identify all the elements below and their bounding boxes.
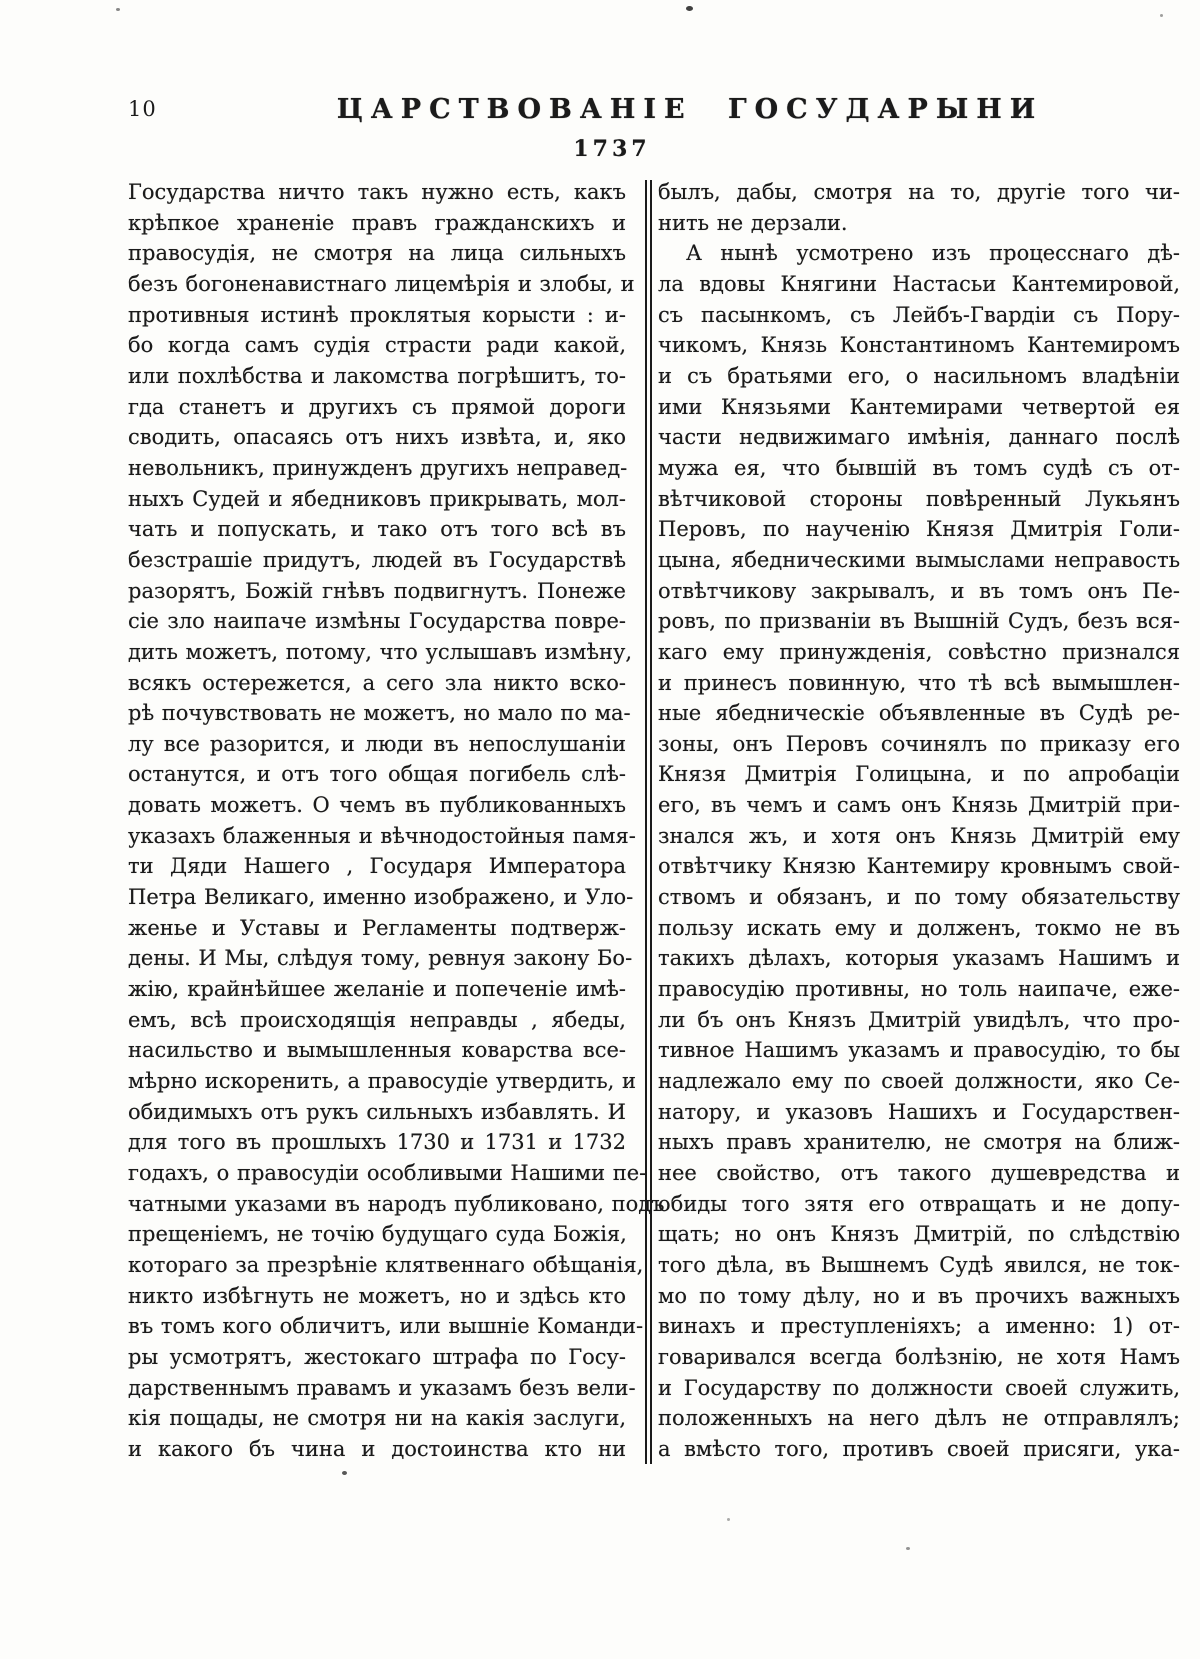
text-line: насильство и вымышленныя коварства все- xyxy=(128,1038,626,1063)
ink-speck xyxy=(116,8,120,11)
page-number: 10 xyxy=(128,97,157,121)
text-line: нить не дерзали. xyxy=(658,210,848,235)
text-line: Петра Великаго, именно изображено, и Уло- xyxy=(128,885,634,910)
text-line: безстрашіе придутъ, людей въ Государствѣ xyxy=(128,547,626,572)
text-line: противныя истинѣ проклятыя корысти : и- xyxy=(128,302,626,327)
ink-speck xyxy=(906,1547,910,1550)
text-line: цына, ябедническими вымыслами неправость xyxy=(658,547,1180,572)
text-line: каго ему принужденія, совѣстно признался xyxy=(658,639,1180,664)
text-line: чать и попускать, и тако отъ того всѣ въ xyxy=(128,517,626,542)
text-line: отвѣтчикову закрывалъ, и въ томъ онъ Пе- xyxy=(658,578,1180,603)
text-line: ныхъ Судей и ябедниковъ прикрывать, мол- xyxy=(128,486,626,511)
text-line: обидимыхъ отъ рукъ сильныхъ избавлять. И xyxy=(128,1099,626,1124)
text-line: а вмѣсто того, противъ своей присяги, ука- xyxy=(658,1436,1180,1461)
text-line: такихъ дѣлахъ, которыя указамъ Нашимъ и xyxy=(658,946,1180,971)
text-line: или похлѣбства и лакомства погрѣшитъ, то- xyxy=(128,363,626,388)
text-line: нее свойство, отъ такого душевредства и xyxy=(658,1161,1180,1185)
ink-speck xyxy=(727,1518,730,1521)
text-line: части недвижимаго имѣнія, даннаго послѣ xyxy=(658,425,1180,450)
text-line: дить можетъ, потому, что услышавъ измѣну, xyxy=(128,639,633,664)
text-line: его, въ чемъ и самъ онъ Князь Дмитрій при- xyxy=(658,793,1180,818)
text-line: ровъ, по призваніи въ Вышній Судъ, безъ вся- xyxy=(658,609,1180,634)
text-line: ла вдовы Княгини Настасьи Кантемировой, xyxy=(658,271,1180,296)
text-line: останутся, и отъ того общая погибель слѣ- xyxy=(128,762,626,787)
column-divider-double-rule xyxy=(645,180,652,1464)
text-line: натору, и указовъ Нашихъ и Государствен- xyxy=(658,1099,1180,1124)
text-line: лу все разорится, и люди въ непослушаніи xyxy=(128,731,626,756)
text-line: въ томъ кого обличитъ, или вышніе Команди- xyxy=(128,1314,644,1339)
text-line: годахъ, о правосудіи особливыми Нашими пе- xyxy=(128,1161,647,1185)
text-line: знался жъ, и хотя онъ Князь Дмитрій ему xyxy=(658,823,1180,848)
text-line: кія пощады, не смотря ни на какія заслуги, xyxy=(128,1406,626,1431)
text-line: прещеніемъ, не точію будущаго суда Божія, xyxy=(128,1222,627,1247)
text-line: гда станетъ и другихъ съ прямой дороги xyxy=(128,394,626,419)
running-header-title: ЦАРСТВОВАНІЕ ГОСУДАРЫНИ xyxy=(336,94,1044,125)
text-line: щать; но онъ Князъ Дмитрій, по слѣдствію xyxy=(658,1222,1180,1247)
text-line: ти Дяди Нашего , Государя Императора xyxy=(128,854,626,879)
text-line: А нынѣ усмотрено изъ процесснаго дѣ- xyxy=(686,241,1180,266)
text-line: и какого бъ чина и достоинства кто ни xyxy=(128,1436,626,1461)
text-line: того дѣла, въ Вышнемъ Судѣ явился, не ток- xyxy=(658,1252,1180,1277)
text-line: зоны, онъ Перовъ сочинялъ по приказу его xyxy=(658,731,1180,756)
text-line: ныхъ правъ хранителю, не смотря на ближ- xyxy=(658,1130,1180,1155)
ink-speck xyxy=(1160,14,1163,17)
text-line: отвѣтчику Князю Кантемиру кровнымъ свой- xyxy=(658,854,1180,879)
text-line: безъ богоненавистнаго лицемѣрія и злобы, и xyxy=(128,271,635,296)
text-line: невольникъ, принужденъ другихъ неправед- xyxy=(128,455,628,480)
text-line: разорятъ, Божій гнѣвъ подвигнутъ. Понеже xyxy=(128,578,626,603)
text-line: бо когда самъ судія страсти ради какой, xyxy=(128,333,626,358)
text-line: съ пасынкомъ, съ Лейбъ-Гвардіи съ Пору- xyxy=(658,302,1180,327)
text-line: рѣ почувствовать не можетъ, но мало по ма- xyxy=(128,701,631,726)
text-line: ими Князьями Кантемирами четвертой ея xyxy=(658,394,1180,419)
text-line: ствомъ и обязанъ, и по тому обязательству xyxy=(658,885,1180,910)
text-line: ные ябедническіе объявленные въ Судѣ ре- xyxy=(658,701,1180,726)
text-line: женье и Уставы и Регламенты подтверж- xyxy=(128,915,626,940)
text-line: всякъ остережется, а сего зла никто вско- xyxy=(128,670,626,695)
text-line: мѣрно искоренить, а правосудіе утвердить, и xyxy=(128,1069,637,1094)
text-line: емъ, всѣ происходящія неправды , ябеды, xyxy=(128,1007,626,1032)
text-line: винахъ и преступленіяхъ; а именно: 1) от- xyxy=(658,1314,1180,1339)
text-line: крѣпкое храненіе правъ гражданскихъ и xyxy=(128,210,626,235)
text-line: Государства ничто такъ нужно есть, какъ xyxy=(128,180,626,204)
text-line: правосудія, не смотря на лица сильныхъ xyxy=(128,241,626,266)
text-line: котораго за презрѣніе клятвеннаго обѣщанія, xyxy=(128,1252,644,1277)
text-line: тивное Нашимъ указамъ и правосудію, то бы xyxy=(658,1038,1180,1063)
text-line: положенныхъ на него дѣлъ не отправлялъ; xyxy=(658,1406,1180,1431)
text-line: сводить, опасаясь отъ нихъ извѣта, и, яко xyxy=(128,425,626,450)
text-line: указахъ блаженныя и вѣчнодостойныя памя- xyxy=(128,823,636,848)
text-line: надлежало ему по своей должности, яко Се- xyxy=(658,1069,1180,1094)
text-line: говаривался всегда болѣзнію, не хотя Намъ xyxy=(658,1344,1180,1369)
text-line: вѣтчиковой стороны повѣренный Лукьянъ xyxy=(658,486,1180,511)
left-text-column xyxy=(128,177,665,1465)
text-line: чатными указами въ народъ публиковано, подъ xyxy=(128,1191,665,1216)
running-header-year: 1737 xyxy=(573,136,651,162)
text-line: и принесъ повинную, что тѣ всѣ вымышлен- xyxy=(658,670,1180,695)
text-line: ли бъ онъ Князъ Дмитрій увидѣлъ, что про- xyxy=(658,1007,1180,1032)
text-line: для того въ прошлыхъ 1730 и 1731 и 1732 xyxy=(128,1130,626,1155)
text-line: никто избѣгнуть не можетъ, но и здѣсь кто xyxy=(128,1283,626,1308)
text-line: ры усмотрятъ, жестокаго штрафа по Госу- xyxy=(128,1344,626,1369)
text-line: дарственнымъ правамъ и указамъ безъ вели- xyxy=(128,1375,636,1400)
text-line: пользу искать ему и долженъ, токмо не въ xyxy=(658,915,1180,940)
text-line: и съ братьями его, о насильномъ владѣніи xyxy=(658,363,1180,388)
text-line: и Государству по должности своей служить, xyxy=(658,1375,1180,1400)
text-line: довать можетъ. О чемъ въ публикованныхъ xyxy=(128,793,626,818)
text-line: былъ, дабы, смотря на то, другіе того чи- xyxy=(658,180,1180,204)
text-line: правосудію противны, но толь наипаче, еже- xyxy=(658,977,1180,1002)
text-line: жію, крайнѣйшее желаніе и попеченіе имѣ- xyxy=(128,977,626,1002)
ink-speck xyxy=(686,6,693,11)
text-line: Князя Дмитрія Голицына, и по апробаціи xyxy=(658,762,1180,787)
text-line: мо по тому дѣлу, но и въ прочихъ важныхъ xyxy=(658,1283,1180,1308)
text-line: сіе зло наипаче измѣны Государства повре- xyxy=(128,609,626,634)
right-text-column xyxy=(658,177,1180,1465)
text-line: мужа ея, что бывшій въ томъ судѣ съ от- xyxy=(658,455,1180,480)
ink-speck xyxy=(342,1471,347,1475)
text-line: обиды того зятя его отвращать и не допу- xyxy=(658,1191,1180,1216)
text-line: Перовъ, по наученію Князя Дмитрія Голи- xyxy=(658,517,1180,542)
text-line: дены. И Мы, слѣдуя тому, ревнуя закону Бо- xyxy=(128,946,633,971)
text-line: чикомъ, Князь Константиномъ Кантемиромъ xyxy=(658,333,1180,358)
